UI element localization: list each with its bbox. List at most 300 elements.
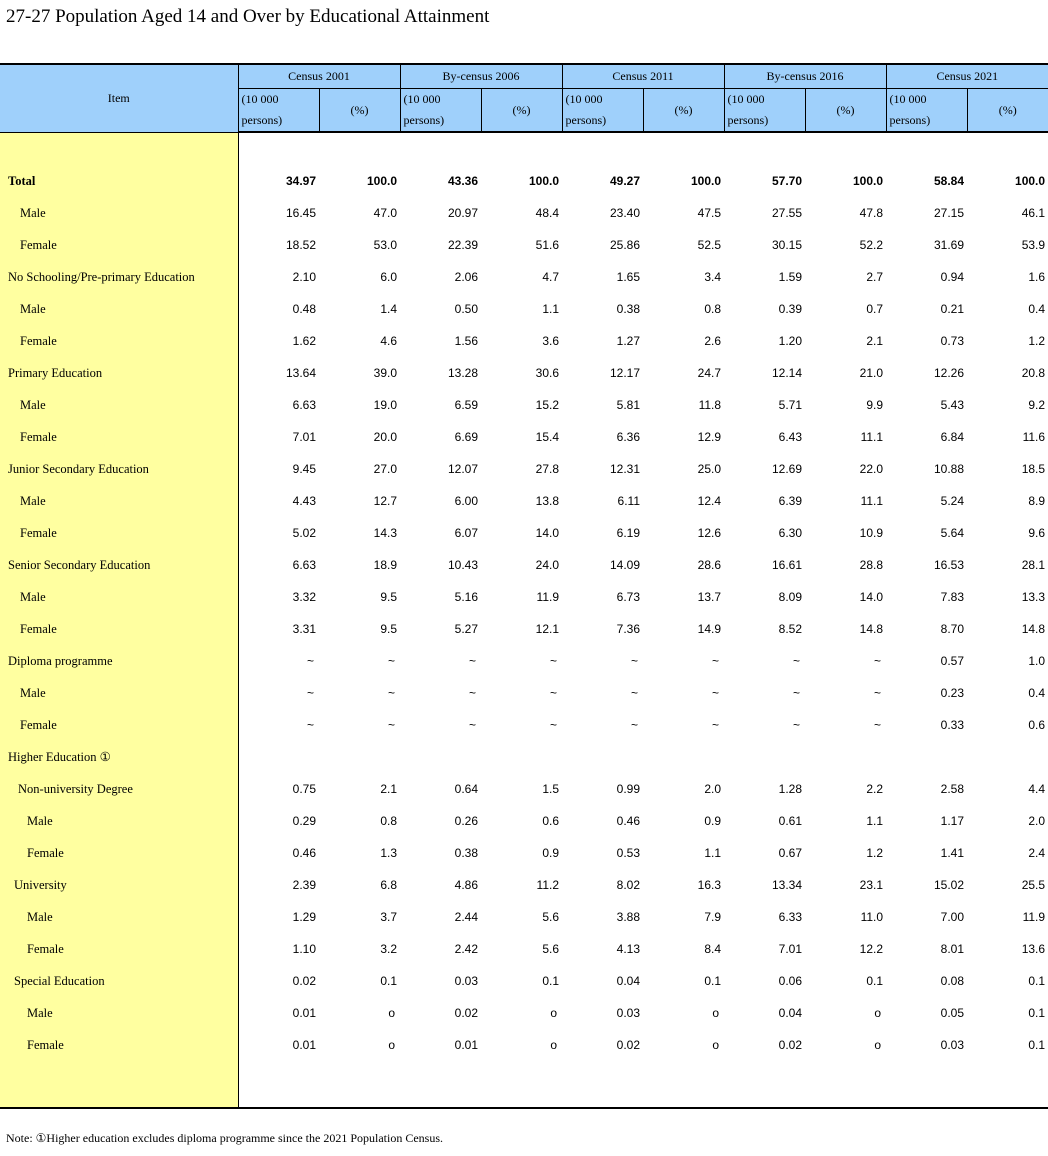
- unit-line-1: (10 000: [889, 92, 927, 106]
- spacer-cell: [481, 1061, 562, 1108]
- value-cell-percent: 4.4: [1028, 782, 1046, 796]
- value-cell-percent: 11.0: [860, 910, 884, 924]
- row-label: No Schooling/Pre-primary Education: [0, 261, 238, 293]
- value-cell-percent: 3.6: [542, 334, 560, 348]
- value-cell-percent: 0.1: [1028, 1006, 1046, 1020]
- value-cell-percent: o: [712, 1006, 720, 1020]
- value-cell-persons: 2.44: [454, 910, 479, 924]
- value-cell-persons: ~: [469, 654, 477, 668]
- spacer-cell: [562, 132, 643, 165]
- spacer-cell: [643, 1061, 724, 1108]
- value-cell-percent: 4.7: [542, 270, 560, 284]
- value-cell-percent: 11.6: [1022, 430, 1046, 444]
- value-cell-persons: 6.00: [454, 494, 479, 508]
- table-body: [0, 132, 1048, 1108]
- value-cell-percent: o: [712, 1038, 720, 1052]
- value-cell-percent: ~: [550, 718, 558, 732]
- value-cell-persons: 5.16: [454, 590, 479, 604]
- value-cell-percent: 22.0: [859, 462, 884, 476]
- value-cell-percent: 25.0: [697, 462, 722, 476]
- row-label: Male: [0, 805, 238, 837]
- value-cell-percent: ~: [712, 654, 720, 668]
- value-cell-percent: 2.2: [866, 782, 884, 796]
- value-cell-percent: o: [388, 1038, 396, 1052]
- value-cell-persons: ~: [469, 718, 477, 732]
- table-row: [0, 389, 1048, 421]
- value-cell-percent: 14.0: [535, 526, 560, 540]
- value-cell-percent: 16.3: [697, 878, 722, 892]
- value-cell-percent: 100.0: [366, 174, 398, 188]
- value-cell-persons: 0.03: [454, 974, 479, 988]
- value-cell-percent: o: [550, 1006, 558, 1020]
- value-cell-persons: 18.52: [285, 238, 316, 252]
- row-label: Male: [0, 389, 238, 421]
- value-cell-percent: 52.5: [697, 238, 722, 252]
- value-cell-persons: 6.30: [778, 526, 803, 540]
- value-cell-persons: 1.10: [292, 942, 316, 956]
- value-cell-persons: 25.86: [609, 238, 641, 252]
- value-cell-percent: [319, 741, 400, 773]
- value-cell-persons: 22.39: [447, 238, 479, 252]
- value-cell-percent: 2.0: [704, 782, 722, 796]
- value-cell-percent: 1.1: [704, 846, 722, 860]
- value-cell-percent: 0.6: [1028, 718, 1046, 732]
- value-cell-persons: 6.19: [616, 526, 641, 540]
- value-cell-percent: 11.9: [1022, 910, 1046, 924]
- row-label: Female: [0, 837, 238, 869]
- value-cell-percent: 2.6: [704, 334, 722, 348]
- value-cell-persons: 5.24: [940, 494, 965, 508]
- value-cell-persons: 2.39: [292, 878, 316, 892]
- value-cell-persons: 0.23: [940, 686, 965, 700]
- value-cell-persons: 1.65: [616, 270, 641, 284]
- value-cell-percent: 3.7: [380, 910, 398, 924]
- value-cell-persons: 8.52: [778, 622, 803, 636]
- value-cell-persons: 5.02: [292, 526, 316, 540]
- value-cell-percent: ~: [550, 654, 558, 668]
- row-label: University: [0, 869, 238, 901]
- value-cell-persons: 0.01: [292, 1006, 316, 1020]
- unit-header-percent: (%): [643, 89, 724, 133]
- value-cell-percent: 9.5: [380, 590, 398, 604]
- value-cell-percent: o: [874, 1038, 882, 1052]
- value-cell-percent: 53.9: [1021, 238, 1046, 252]
- value-cell-persons: 1.27: [616, 334, 641, 348]
- value-cell-percent: 23.1: [859, 878, 884, 892]
- value-cell-percent: 100.0: [1015, 174, 1046, 188]
- row-label: Female: [0, 613, 238, 645]
- value-cell-percent: ~: [874, 654, 882, 668]
- value-cell-persons: 5.71: [778, 398, 803, 412]
- value-cell-percent: 18.9: [373, 558, 398, 572]
- value-cell-percent: 9.2: [1028, 398, 1046, 412]
- spacer-cell: [967, 132, 1048, 165]
- value-cell-percent: 47.0: [373, 206, 398, 220]
- value-cell-persons: 43.36: [447, 174, 479, 188]
- value-cell-persons: 1.62: [292, 334, 316, 348]
- row-label: Special Education: [0, 965, 238, 997]
- value-cell-persons: 1.59: [778, 270, 803, 284]
- unit-header-persons: [724, 89, 805, 133]
- value-cell-persons: 0.38: [616, 302, 641, 316]
- value-cell-persons: 0.61: [778, 814, 803, 828]
- value-cell-persons: 0.03: [940, 1038, 965, 1052]
- value-cell-persons: 0.26: [454, 814, 479, 828]
- table-row: [0, 709, 1048, 741]
- value-cell-persons: 5.81: [616, 398, 641, 412]
- value-cell-percent: 24.0: [535, 558, 560, 572]
- value-cell-persons: 2.58: [940, 782, 965, 796]
- value-cell-percent: 19.0: [373, 398, 398, 412]
- value-cell-persons: 6.43: [778, 430, 803, 444]
- value-cell-percent: 9.5: [380, 622, 398, 636]
- value-cell-percent: 12.7: [373, 494, 398, 508]
- value-cell-persons: 7.83: [940, 590, 965, 604]
- value-cell-percent: ~: [550, 686, 558, 700]
- value-cell-persons: 8.01: [940, 942, 965, 956]
- value-cell-persons: ~: [631, 654, 639, 668]
- value-cell-percent: 21.0: [859, 366, 884, 380]
- footnote: Note: ①Higher education excludes diploma programme since the 2021 Population Census.: [6, 1131, 443, 1145]
- value-cell-persons: 27.55: [772, 206, 803, 220]
- value-cell-percent: 100.0: [691, 174, 722, 188]
- value-cell-percent: 15.4: [535, 430, 560, 444]
- table-row: [0, 261, 1048, 293]
- value-cell-percent: 10.9: [859, 526, 884, 540]
- value-cell-percent: 1.0: [1028, 654, 1046, 668]
- value-cell-percent: 2.1: [866, 334, 884, 348]
- value-cell-persons: 5.27: [454, 622, 479, 636]
- value-cell-persons: 0.04: [616, 974, 641, 988]
- spacer-cell: [805, 1061, 886, 1108]
- table-row: [0, 1029, 1048, 1061]
- value-cell-percent: o: [388, 1006, 396, 1020]
- unit-header-percent: (%): [481, 89, 562, 133]
- value-cell-percent: 3.2: [380, 942, 398, 956]
- value-cell-percent: [805, 741, 886, 773]
- item-header: Item: [0, 64, 238, 132]
- value-cell-percent: 12.6: [697, 526, 722, 540]
- value-cell-percent: 28.1: [1021, 558, 1046, 572]
- unit-header-persons: [886, 89, 967, 133]
- table-row: [0, 837, 1048, 869]
- row-label: Female: [0, 421, 238, 453]
- attainment-table-container: [0, 63, 1048, 1093]
- value-cell-percent: 0.1: [542, 974, 560, 988]
- value-cell-persons: ~: [631, 718, 639, 732]
- value-cell-persons: ~: [631, 686, 639, 700]
- period-header-2006: By-census 2006: [400, 64, 562, 89]
- value-cell-persons: 0.57: [940, 654, 965, 668]
- value-cell-persons: 30.15: [772, 238, 803, 252]
- value-cell-percent: ~: [388, 718, 396, 732]
- unit-line-2: persons): [889, 113, 931, 127]
- value-cell-persons: [562, 741, 643, 773]
- row-label: Male: [0, 197, 238, 229]
- table-row: [0, 581, 1048, 613]
- value-cell-persons: 0.33: [940, 718, 965, 732]
- value-cell-percent: [481, 741, 562, 773]
- row-label: Male: [0, 901, 238, 933]
- row-label: Total: [0, 165, 238, 197]
- value-cell-persons: 16.53: [934, 558, 965, 572]
- page-title: 27-27 Population Aged 14 and Over by Educational Attainment: [6, 6, 490, 27]
- value-cell-persons: 4.86: [454, 878, 479, 892]
- value-cell-persons: 6.63: [292, 558, 316, 572]
- value-cell-persons: 0.53: [616, 846, 641, 860]
- value-cell-percent: 9.6: [1028, 526, 1046, 540]
- spacer-cell: [562, 1061, 643, 1108]
- value-cell-persons: 0.73: [940, 334, 965, 348]
- value-cell-persons: 7.36: [616, 622, 641, 636]
- value-cell-persons: 12.07: [447, 462, 479, 476]
- value-cell-percent: 28.6: [697, 558, 722, 572]
- spacer-cell: [238, 132, 319, 165]
- value-cell-percent: 30.6: [535, 366, 560, 380]
- unit-line-2: persons): [727, 113, 769, 127]
- row-label: Female: [0, 229, 238, 261]
- value-cell-persons: 0.38: [454, 846, 479, 860]
- value-cell-persons: 8.70: [940, 622, 965, 636]
- value-cell-percent: 14.8: [859, 622, 884, 636]
- value-cell-percent: 0.9: [542, 846, 560, 860]
- value-cell-percent: 11.2: [536, 878, 560, 892]
- row-label: Primary Education: [0, 357, 238, 389]
- value-cell-percent: 5.6: [542, 910, 560, 924]
- table-row: [0, 325, 1048, 357]
- value-cell-percent: 0.6: [542, 814, 560, 828]
- value-cell-persons: [238, 741, 319, 773]
- value-cell-percent: 1.1: [542, 302, 560, 316]
- table-row: [0, 549, 1048, 581]
- value-cell-percent: 24.7: [697, 366, 722, 380]
- row-label: Higher Education ①: [0, 741, 238, 773]
- period-header-2001: Census 2001: [238, 64, 400, 89]
- table-row: [0, 517, 1048, 549]
- value-cell-percent: 1.4: [380, 302, 398, 316]
- value-cell-percent: 12.2: [859, 942, 884, 956]
- value-cell-persons: ~: [793, 718, 801, 732]
- value-cell-persons: 9.45: [292, 462, 316, 476]
- value-cell-percent: 7.9: [704, 910, 722, 924]
- table-row: [0, 357, 1048, 389]
- value-cell-percent: 14.9: [697, 622, 722, 636]
- value-cell-percent: 6.8: [380, 878, 398, 892]
- value-cell-persons: [886, 741, 967, 773]
- value-cell-persons: 0.02: [778, 1038, 803, 1052]
- table-row: [0, 613, 1048, 645]
- value-cell-percent: 0.1: [1028, 974, 1046, 988]
- header-row-periods: [0, 64, 1048, 89]
- unit-line-2: persons): [565, 113, 607, 127]
- value-cell-persons: ~: [306, 654, 314, 668]
- value-cell-persons: 0.04: [778, 1006, 803, 1020]
- spacer-cell: [481, 132, 562, 165]
- value-cell-percent: 0.4: [1028, 302, 1046, 316]
- unit-line-2: persons): [403, 113, 445, 127]
- unit-line-1: (10 000: [565, 92, 603, 106]
- value-cell-percent: 25.5: [1021, 878, 1046, 892]
- spacer-cell: [724, 1061, 805, 1108]
- value-cell-percent: 1.2: [1028, 334, 1046, 348]
- value-cell-percent: o: [874, 1006, 882, 1020]
- value-cell-percent: 14.3: [373, 526, 398, 540]
- table-row: [0, 869, 1048, 901]
- value-cell-persons: 1.28: [778, 782, 803, 796]
- value-cell-percent: 0.1: [866, 974, 884, 988]
- value-cell-percent: 0.4: [1028, 686, 1046, 700]
- row-label: Diploma programme: [0, 645, 238, 677]
- value-cell-percent: 100.0: [528, 174, 560, 188]
- value-cell-percent: 12.9: [697, 430, 722, 444]
- value-cell-percent: ~: [712, 718, 720, 732]
- value-cell-percent: 28.8: [859, 558, 884, 572]
- value-cell-persons: 1.29: [292, 910, 316, 924]
- unit-line-1: (10 000: [241, 92, 279, 106]
- value-cell-persons: 0.01: [292, 1038, 316, 1052]
- row-label: Male: [0, 997, 238, 1029]
- value-cell-percent: 46.1: [1021, 206, 1046, 220]
- value-cell-percent: ~: [388, 686, 396, 700]
- value-cell-percent: 1.3: [380, 846, 398, 860]
- value-cell-persons: 57.70: [772, 174, 803, 188]
- value-cell-persons: 6.33: [778, 910, 803, 924]
- value-cell-percent: 13.3: [1021, 590, 1046, 604]
- value-cell-percent: 0.1: [380, 974, 398, 988]
- value-cell-percent: 5.6: [542, 942, 560, 956]
- unit-header-persons: [562, 89, 643, 133]
- value-cell-percent: 9.9: [866, 398, 884, 412]
- value-cell-percent: 15.2: [535, 398, 560, 412]
- value-cell-persons: 6.63: [292, 398, 316, 412]
- table-row: [0, 453, 1048, 485]
- value-cell-percent: 48.4: [535, 206, 560, 220]
- value-cell-persons: 0.94: [940, 270, 965, 284]
- table-row: [0, 741, 1048, 773]
- value-cell-persons: 31.69: [934, 238, 965, 252]
- spacer-row: [0, 1061, 1048, 1108]
- value-cell-percent: 11.8: [698, 398, 722, 412]
- value-cell-persons: [724, 741, 805, 773]
- table-row: [0, 229, 1048, 261]
- value-cell-percent: 53.0: [373, 238, 398, 252]
- spacer-cell: [238, 1061, 319, 1108]
- value-cell-persons: 0.08: [940, 974, 965, 988]
- value-cell-percent: 100.0: [853, 174, 884, 188]
- value-cell-percent: 8.4: [704, 942, 722, 956]
- spacer-cell: [400, 132, 481, 165]
- value-cell-persons: 13.28: [447, 366, 479, 380]
- table-row: [0, 645, 1048, 677]
- value-cell-persons: 15.02: [934, 878, 965, 892]
- table-row: [0, 485, 1048, 517]
- value-cell-percent: 0.9: [704, 814, 722, 828]
- value-cell-persons: 12.26: [934, 366, 965, 380]
- value-cell-persons: 0.02: [616, 1038, 641, 1052]
- row-label: Female: [0, 933, 238, 965]
- unit-header-percent: (%): [319, 89, 400, 133]
- value-cell-percent: 27.8: [535, 462, 560, 476]
- value-cell-persons: 0.50: [454, 302, 479, 316]
- value-cell-percent: 20.0: [373, 430, 398, 444]
- value-cell-persons: 12.31: [609, 462, 641, 476]
- row-label: Senior Secondary Education: [0, 549, 238, 581]
- value-cell-persons: 5.43: [940, 398, 965, 412]
- value-cell-persons: 14.09: [609, 558, 641, 572]
- table-row: [0, 773, 1048, 805]
- value-cell-percent: 2.1: [380, 782, 398, 796]
- value-cell-persons: ~: [306, 686, 314, 700]
- row-label: Male: [0, 293, 238, 325]
- table-row: [0, 421, 1048, 453]
- spacer-row: [0, 132, 1048, 165]
- table-row: [0, 933, 1048, 965]
- value-cell-persons: 10.88: [934, 462, 965, 476]
- value-cell-persons: 0.99: [616, 782, 641, 796]
- value-cell-persons: 6.07: [454, 526, 479, 540]
- value-cell-persons: 49.27: [609, 174, 641, 188]
- table-row: [0, 997, 1048, 1029]
- value-cell-percent: [967, 741, 1048, 773]
- value-cell-persons: 5.64: [940, 526, 965, 540]
- value-cell-persons: 0.06: [778, 974, 803, 988]
- value-cell-persons: 4.13: [616, 942, 641, 956]
- value-cell-percent: 47.8: [859, 206, 884, 220]
- value-cell-persons: 3.31: [292, 622, 316, 636]
- spacer-cell: [400, 1061, 481, 1108]
- value-cell-percent: 4.6: [380, 334, 398, 348]
- value-cell-percent: 12.4: [697, 494, 722, 508]
- value-cell-persons: 7.01: [292, 430, 316, 444]
- period-header-2021: Census 2021: [886, 64, 1048, 89]
- value-cell-persons: 8.02: [616, 878, 641, 892]
- spacer-cell: [886, 132, 967, 165]
- value-cell-persons: 0.05: [940, 1006, 965, 1020]
- value-cell-percent: ~: [712, 686, 720, 700]
- spacer-label-cell: [0, 132, 238, 165]
- value-cell-persons: 0.02: [292, 974, 316, 988]
- value-cell-persons: 3.88: [616, 910, 641, 924]
- value-cell-persons: 6.69: [454, 430, 479, 444]
- value-cell-persons: 3.32: [292, 590, 316, 604]
- value-cell-percent: 14.8: [1021, 622, 1046, 636]
- value-cell-persons: 0.67: [778, 846, 803, 860]
- unit-header-percent: (%): [805, 89, 886, 133]
- row-label: Male: [0, 485, 238, 517]
- value-cell-persons: 27.15: [934, 206, 965, 220]
- value-cell-percent: 18.5: [1021, 462, 1046, 476]
- spacer-cell: [967, 1061, 1048, 1108]
- value-cell-persons: 1.17: [940, 814, 965, 828]
- value-cell-persons: 10.43: [447, 558, 479, 572]
- value-cell-percent: 47.5: [697, 206, 722, 220]
- value-cell-persons: 6.11: [617, 494, 641, 508]
- period-header-2016: By-census 2016: [724, 64, 886, 89]
- spacer-cell: [886, 1061, 967, 1108]
- row-label: Female: [0, 517, 238, 549]
- value-cell-persons: 16.61: [772, 558, 803, 572]
- value-cell-persons: 8.09: [778, 590, 803, 604]
- spacer-cell: [319, 132, 400, 165]
- value-cell-persons: ~: [306, 718, 314, 732]
- spacer-cell: [643, 132, 724, 165]
- value-cell-percent: ~: [874, 718, 882, 732]
- row-label: Female: [0, 325, 238, 357]
- row-label: Male: [0, 677, 238, 709]
- value-cell-persons: 34.97: [285, 174, 316, 188]
- value-cell-persons: 7.01: [778, 942, 803, 956]
- row-label: Junior Secondary Education: [0, 453, 238, 485]
